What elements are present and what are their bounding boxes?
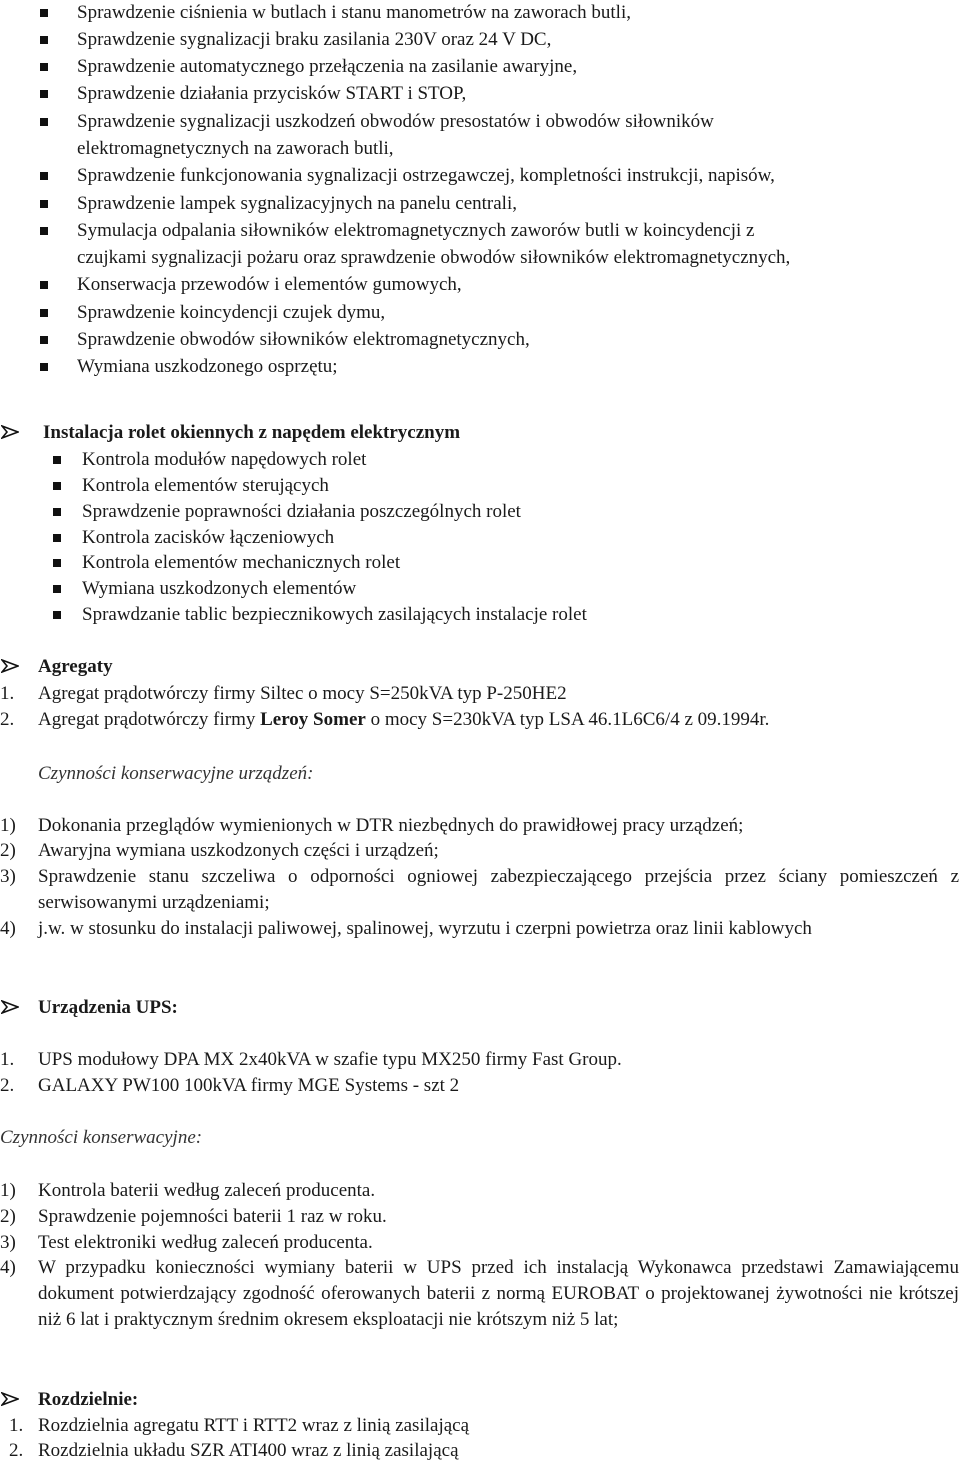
list-item: j.w. w stosunku do instalacji paliwowej, spalinowej, wyrzutu i czerpni powietrza oraz linii kablowych	[38, 918, 812, 939]
list-item: Sprawdzenie funkcjonowania sygnalizacji ostrzegawczej, kompletności instrukcji, napisów,	[77, 165, 775, 186]
square-bullet-icon	[40, 309, 48, 317]
list-number: 1.	[9, 1415, 24, 1436]
list-item: Sprawdzenie automatycznego przełączenia na zasilanie awaryjne,	[77, 56, 578, 77]
list-item: W przypadku konieczności wymiany baterii w UPS przed ich instalacją Wykonawca przedstawi Zamawiającemu dokument potwierdzający zgodność oferowanych baterii z normą EUROBAT o projektowanej żywotności nie krótszej niż 6 lat i praktycznym średnim okresem eksploatacji nie krótszym niż 5 lat;	[38, 1257, 959, 1330]
square-bullet-icon	[40, 63, 48, 71]
list-number: 1.	[0, 683, 15, 704]
list-item: Sprawdzenie sygnalizacji braku zasilania 230V oraz 24 V DC,	[77, 29, 552, 50]
square-bullet-icon	[40, 118, 48, 126]
list-item: Sprawdzenie stanu szczeliwa o odporności ogniowej zabezpieczającego przejścia przez ściany pomieszczeń z serwisowanymi urządzeniami;	[38, 866, 959, 913]
square-bullet-icon	[40, 9, 48, 17]
square-bullet-icon	[40, 336, 48, 344]
list-item: Kontrola modułów napędowych rolet	[82, 449, 367, 470]
list-number: 1)	[0, 1180, 16, 1201]
square-bullet-icon	[53, 482, 61, 490]
list-item: Rozdzielnia układu SZR ATI400 wraz z linią zasilającą	[38, 1440, 459, 1461]
text-run: Agregat prądotwórczy firmy	[38, 709, 261, 730]
section-heading: Instalacja rolet okiennych z napędem elektrycznym	[43, 422, 461, 443]
list-item-continuation: elektromagnetycznych na zaworach butli,	[77, 138, 394, 159]
list-item: Sprawdzenie sygnalizacji uszkodzeń obwodów presostatów i obwodów siłowników	[77, 111, 714, 132]
subheading: Czynności konserwacyjne:	[0, 1127, 203, 1148]
list-item: Wymiana uszkodzonego osprzętu;	[77, 356, 338, 377]
list-number: 1.	[0, 1049, 15, 1070]
list-number: 2.	[0, 1075, 15, 1096]
list-item: Dokonania przeglądów wymienionych w DTR niezbędnych do prawidłowej pracy urządzeń;	[38, 815, 744, 836]
list-item: Kontrola baterii według zaleceń producenta.	[38, 1180, 376, 1201]
square-bullet-icon	[53, 611, 61, 619]
list-item: Sprawdzenie pojemności baterii 1 raz w roku.	[38, 1206, 387, 1227]
list-number: 2)	[0, 1206, 16, 1227]
list-item: Wymiana uszkodzonych elementów	[82, 578, 357, 599]
list-item: Sprawdzenie obwodów siłowników elektromagnetycznych,	[77, 329, 530, 350]
arrowhead-bullet-icon	[1, 425, 19, 439]
list-item: Awaryjna wymiana uszkodzonych części i urządzeń;	[38, 840, 439, 861]
list-number: 2)	[0, 840, 16, 861]
list-item: UPS modułowy DPA MX 2x40kVA w szafie typu MX250 firmy Fast Group.	[38, 1049, 622, 1070]
square-bullet-icon	[40, 36, 48, 44]
square-bullet-icon	[40, 363, 48, 371]
square-bullet-icon	[40, 172, 48, 180]
list-item: Sprawdzenie lampek sygnalizacyjnych na panelu centrali,	[77, 193, 517, 214]
section-heading: Urządzenia UPS:	[38, 997, 178, 1018]
square-bullet-icon	[53, 456, 61, 464]
list-item: Test elektroniki według zaleceń producenta.	[38, 1232, 373, 1253]
list-number: 1)	[0, 815, 16, 836]
list-item: Rozdzielnia agregatu RTT i RTT2 wraz z linią zasilającą	[38, 1415, 470, 1436]
list-item: Kontrola zacisków łączeniowych	[82, 527, 335, 548]
list-number: 3)	[0, 866, 16, 887]
square-bullet-icon	[53, 559, 61, 567]
list-item: Sprawdzenie poprawności działania poszczególnych rolet	[82, 501, 521, 522]
list-item: GALAXY PW100 100kVA firmy MGE Systems - szt 2	[38, 1075, 460, 1096]
list-item: Sprawdzenie ciśnienia w butlach i stanu manometrów na zaworach butli,	[77, 2, 631, 23]
section-heading: Agregaty	[38, 656, 113, 677]
list-number: 4)	[0, 918, 16, 939]
list-item: Symulacja odpalania siłowników elektromagnetycznych zaworów butli w koincydencji z	[77, 220, 755, 241]
text-run: o mocy S=230kVA typ LSA 46.1L6C6/4 z 09.1994r.	[365, 709, 770, 730]
square-bullet-icon	[40, 90, 48, 98]
list-number: 4)	[0, 1257, 16, 1278]
list-item: Sprawdzenie działania przycisków START i STOP,	[77, 83, 467, 104]
list-item	[38, 707, 769, 733]
list-number: 3)	[0, 1232, 16, 1253]
section-heading: Rozdzielnie:	[38, 1389, 139, 1410]
square-bullet-icon	[53, 534, 61, 542]
arrowhead-bullet-icon	[1, 1000, 19, 1014]
subheading: Czynności konserwacyjne urządzeń:	[38, 763, 314, 784]
list-item: Agregat prądotwórczy firmy Siltec o mocy S=250kVA typ P-250HE2	[38, 683, 567, 704]
list-item: Kontrola elementów sterujących	[82, 475, 329, 496]
list-item: Kontrola elementów mechanicznych rolet	[82, 552, 401, 573]
square-bullet-icon	[53, 508, 61, 516]
list-number: 2.	[0, 709, 15, 730]
list-item: Sprawdzenie koincydencji czujek dymu,	[77, 302, 386, 323]
list-number: 2.	[9, 1440, 24, 1461]
arrowhead-bullet-icon	[1, 659, 19, 673]
square-bullet-icon	[53, 585, 61, 593]
arrowhead-bullet-icon	[1, 1392, 19, 1406]
text-run-bold: Leroy Somer	[260, 709, 366, 730]
list-item: Konserwacja przewodów i elementów gumowych,	[77, 274, 462, 295]
list-item-continuation: czujkami sygnalizacji pożaru oraz sprawdzenie obwodów siłowników elektromagnetycznych,	[77, 247, 791, 268]
square-bullet-icon	[40, 281, 48, 289]
square-bullet-icon	[40, 200, 48, 208]
square-bullet-icon	[40, 227, 48, 235]
list-item: Sprawdzanie tablic bezpiecznikowych zasilających instalacje rolet	[82, 604, 587, 625]
